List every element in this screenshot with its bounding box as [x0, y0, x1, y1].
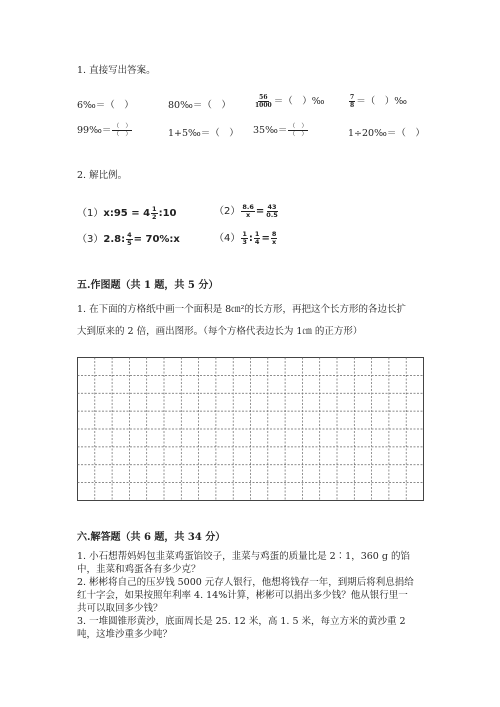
problem-1-4: $\frac{7}{8}$ ＝（ ）‰ — [350, 94, 407, 109]
section6-line: 1. 小石想帮妈妈包韭菜鸡蛋馅饺子，韭菜与鸡蛋的质量比是 2∶1，360 g 的馅 — [77, 551, 410, 562]
problem-1-8: 1÷20‰＝（ ） — [348, 128, 425, 139]
proportion-4: （4） $\frac{1}{3}$ : $\frac{1}{4}$ = $\frac{8}{x}$ — [214, 229, 277, 246]
proportion-3: （3）2.8: $\frac{4}{5}$ = 70%:x — [77, 230, 180, 247]
section6-problems — [77, 550, 414, 641]
grid-paper[interactable] — [77, 357, 424, 501]
section6-line: 3. 一堆圆锥形黄沙，底面周长是 25. 12 米，高 1. 5 米，每立方米的黄沙重 2 — [77, 616, 406, 627]
section5-line1: 1. 在下面的方格纸中画一个面积是 8㎝²的长方形，再把这个长方形的各边长扩 — [77, 304, 406, 315]
problem-1-7: 35‰＝ $\frac{( )}{( )}$ — [253, 123, 308, 138]
problem-1-6: 1+5‰＝（ ） — [168, 128, 239, 139]
problem-1-5: 99‰＝ $\frac{( )}{( )}$ — [77, 123, 132, 138]
section6-heading: 六.解答题（共 6 题，共 34 分） — [77, 532, 226, 543]
section5-heading: 五.作图题（共 1 题，共 5 分） — [77, 280, 219, 291]
section2-title: 2. 解比例。 — [77, 170, 128, 181]
section6-line: 中，韭菜和鸡蛋各有多少克？ — [77, 564, 201, 575]
section1-title: 1. 直接写出答案。 — [77, 65, 156, 76]
proportion-2: （2） $\frac{8.6}{x}$ = $\frac{43}{0.5}$ — [214, 202, 278, 219]
section6-line: 吨，这堆沙重多少吨？ — [77, 629, 173, 640]
section6-line: 共可以取回多少钱？ — [77, 603, 163, 614]
problem-1-1: 6‰＝（ ） — [77, 100, 134, 111]
proportion-1: （1）x:95 = 4 $\frac{1}{2}$ :10 — [77, 204, 177, 221]
section5-line2: 大到原来的 2 倍，画出图形。（每个方格代表边长为 1㎝ 的正方形） — [77, 326, 363, 337]
section6-line: 红十字会，如果按照年利率 4. 14%计算，彬彬可以捐出多少钱？他从银行里一 — [77, 590, 408, 601]
section6-line: 2. 彬彬将自己的压岁钱 5000 元存人银行，他想将钱存一年，到期后将利息捐给 — [77, 577, 414, 588]
problem-1-2: 80‰＝（ ） — [168, 100, 231, 111]
problem-1-3: $\frac{56}{1000}$ ＝（ ）‰ — [255, 94, 325, 109]
